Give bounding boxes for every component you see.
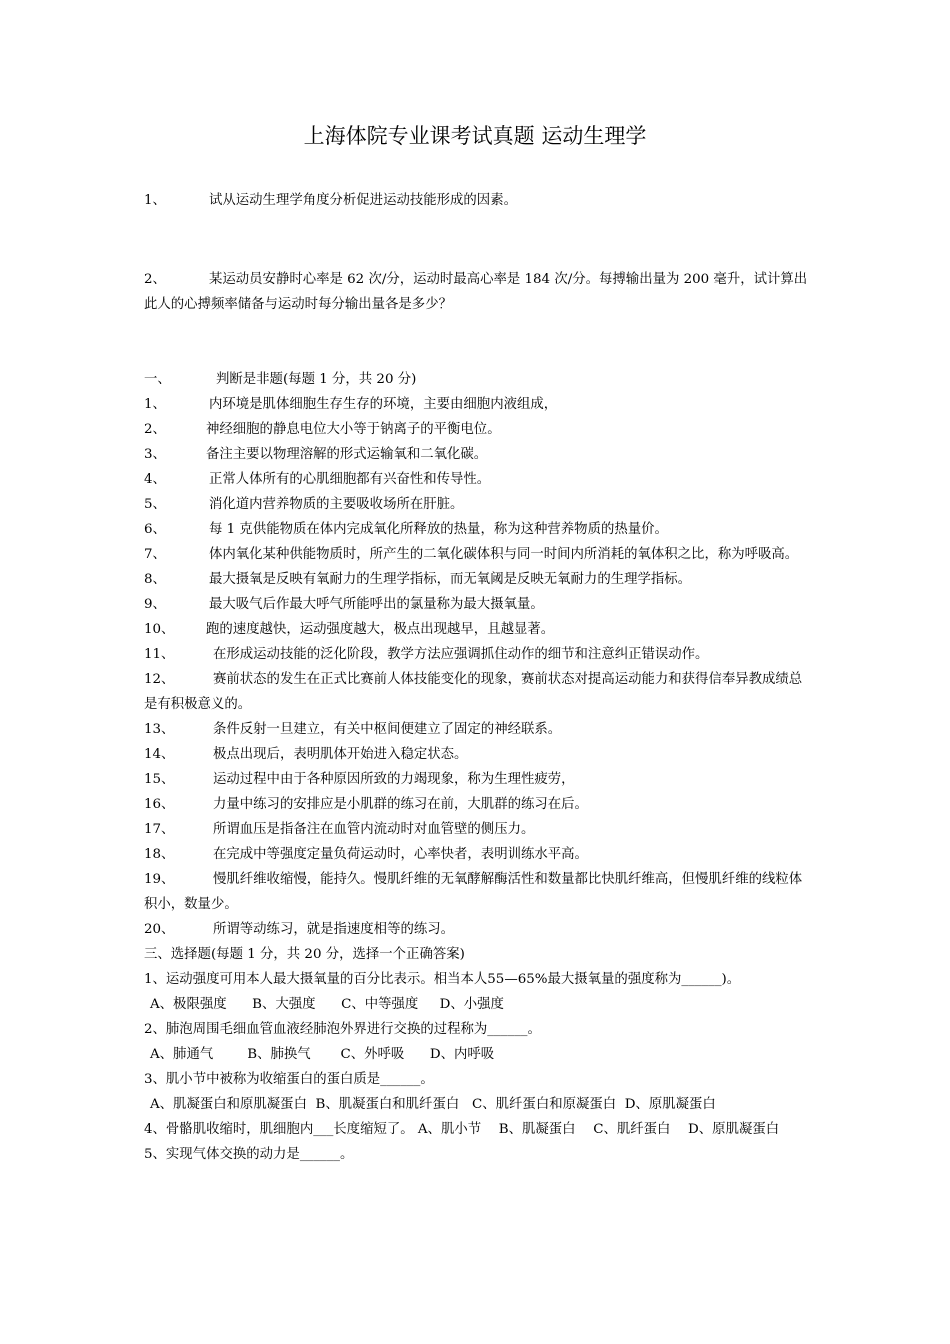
tf-item: 18、 在完成中等强度定量负荷运动时，心率快者，表明训练水平高。: [144, 847, 588, 862]
tf-item: 2、 神经细胞的静息电位大小等于钠离子的平衡电位。: [144, 422, 501, 437]
tf-item: 17、 所谓血压是指备注在血管内流动时对血管壁的侧压力。: [144, 822, 535, 837]
essay-question-1: 1、 试从运动生理学角度分析促进运动技能形成的因素。: [144, 193, 517, 208]
tf-item: 1、 内环境是肌体细胞生存生存的环境，主要由细胞内液组成，: [144, 397, 558, 412]
mc-options-1: A、极限强度 B、大强度 C、中等强度 D、小强度: [150, 997, 504, 1012]
tf-item: 8、 最大摄氧是反映有氧耐力的生理学指标，而无氧阈是反映无氧耐力的生理学指标。: [144, 572, 692, 587]
tf-item: 11、 在形成运动技能的泛化阶段，教学方法应强调抓住动作的细节和注意纠正错误动作。: [144, 647, 709, 662]
tf-item: 9、 最大吸气后作最大呼气所能呼出的氯量称为最大摄氧量。: [144, 597, 544, 612]
tf-item: 15、 运动过程中由于各种原因所致的力竭现象，称为生理性疲劳，: [144, 772, 575, 787]
tf-item: 14、 极点出现后，表明肌体开始进入稳定状态。: [144, 747, 468, 762]
mc-section-heading: 三、选择题(每题 1 分，共 20 分，选择一个正确答案): [144, 947, 465, 962]
tf-item: 20、 所谓等动练习，就是指速度相等的练习。: [144, 922, 455, 937]
tf-item: 6、 每 1 克供能物质在体内完成氧化所释放的热量，称为这种营养物质的热量价。: [144, 522, 668, 537]
page-title: 上海体院专业课考试真题 运动生理学: [303, 124, 647, 148]
mc-question-4: 4、骨骼肌收缩时，肌细胞内___长度缩短了。 A、肌小节 B、肌凝蛋白 C、肌纤蛋白 D、原肌凝蛋白: [144, 1122, 780, 1137]
mc-question-1: 1、运动强度可用本人最大摄氧量的百分比表示。相当本人55—65%最大摄氧量的强度称为______)。: [144, 972, 741, 987]
tf-item: 12、 赛前状态的发生在正式比赛前人体技能变化的现象，赛前状态对提高运动能力和获得信奉异教成绩总是有积极意义的。: [144, 672, 803, 712]
tf-item: 4、 正常人体所有的心肌细胞都有兴奋性和传导性。: [144, 472, 491, 487]
essay-question-2: 2、 某运动员安静时心率是 62 次/分，运动时最高心率是 184 次/分。每搏输出量为 200 毫升，试计算出此人的心搏频率储备与运动时每分输出量各是多少？: [144, 272, 808, 312]
mc-options-2: A、肺通气 B、肺换气 C、外呼吸 D、内呼吸: [150, 1047, 495, 1062]
mc-question-5: 5、实现气体交换的动力是______。: [144, 1147, 354, 1162]
tf-item: 3、 备注主要以物理溶解的形式运输氧和二氧化碳。: [144, 447, 488, 462]
tf-item: 13、 条件反射一旦建立，有关中枢间便建立了固定的神经联系。: [144, 722, 562, 737]
document-body: [144, 188, 812, 1167]
tf-section-heading: 一、 判断是非题(每题 1 分，共 20 分): [144, 372, 417, 387]
tf-item: 5、 消化道内营养物质的主要吸收场所在肝脏。: [144, 497, 464, 512]
mc-question-3: 3、肌小节中被称为收缩蛋白的蛋白质是______。: [144, 1072, 434, 1087]
tf-item: 19、 慢肌纤维收缩慢，能持久。慢肌纤维的无氧酵解酶活性和数量都比快肌纤维高，但慢肌纤维的线粒体积小，数量少。: [144, 872, 803, 912]
tf-item: 16、 力量中练习的安排应是小肌群的练习在前，大肌群的练习在后。: [144, 797, 588, 812]
mc-question-2: 2、肺泡周围毛细血管血液经肺泡外界进行交换的过程称为______。: [144, 1022, 541, 1037]
tf-item: 7、 体内氧化某种供能物质时，所产生的二氧化碳体积与同一时间内所消耗的氧体积之比，称为呼吸高。: [144, 547, 799, 562]
tf-item: 10、 跑的速度越快，运动强度越大，极点出现越早，且越显著。: [144, 622, 555, 637]
mc-options-3: A、肌凝蛋白和原肌凝蛋白 B、肌凝蛋白和肌纤蛋白 C、肌纤蛋白和原凝蛋白 D、原肌凝蛋白: [150, 1097, 716, 1112]
